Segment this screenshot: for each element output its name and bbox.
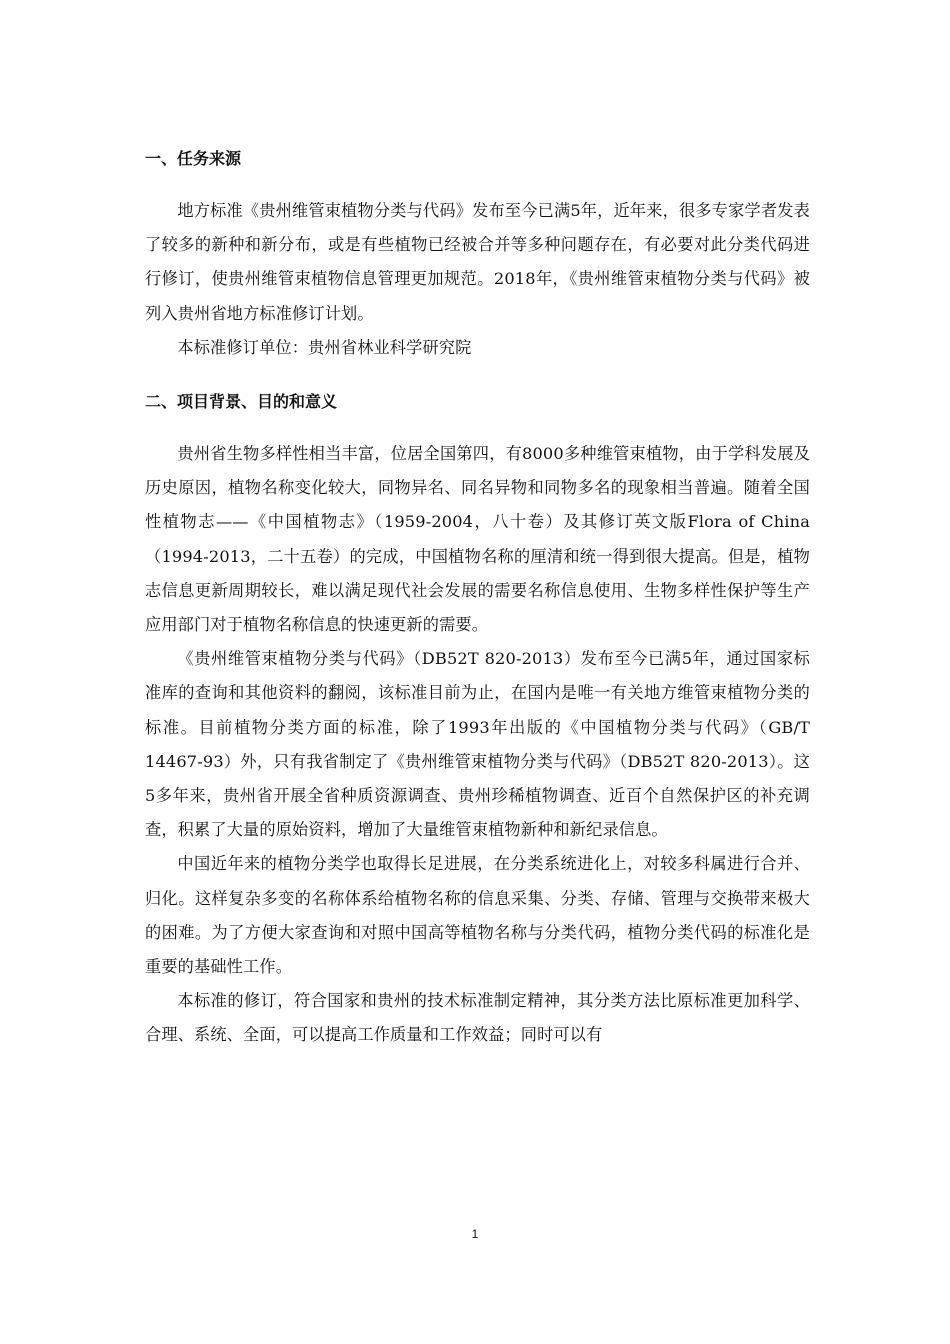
page-number: 1: [471, 1227, 479, 1241]
paragraph: 本标准修订单位：贵州省林业科学研究院: [177, 337, 472, 357]
section-heading-task-source: 一、任务来源: [145, 149, 242, 168]
paragraph: 本标准的修订，符合国家和贵州的技术标准制定精神，其分类方法比原标准更加科学、合理、系统、全面，可以提高工作质量和工作效益；同时可以有: [145, 991, 810, 1045]
paragraph: 贵州省生物多样性相当丰富，位居全国第四，有8000多种维管束植物，由于学科发展及历史原因，植物名称变化较大，同物异名、同名异物和同物多名的现象相当普遍。随着全国性植物志——《中国植物志》（1959-2004，八十卷）及其修订英文版Flora of China（1994-2013，二十五卷）的完成，中国植物名称的厘清和统一得到很大提高。但是，植物志信息更新周期较长，难以满足现代社会发展的需要名称信息使用、生物多样性保护等生产应用部门对于植物名称信息的快速更新的需要。: [145, 444, 810, 635]
paragraph: 地方标准《贵州维管束植物分类与代码》发布至今已满5年，近年来，很多专家学者发表了较多的新种和新分布，或是有些植物已经被合并等多种问题存在，有必要对此分类代码进行修订，使贵州维管束植物信息管理更加规范。2018年，《贵州维管束植物分类与代码》被列入贵州省地方标准修订计划。: [145, 201, 810, 323]
paragraph: 《贵州维管束植物分类与代码》（DB52T 820-2013）发布至今已满5年，通过国家标准库的查询和其他资料的翻阅，该标准目前为止，在国内是唯一有关地方维管束植物分类的标准。目前植物分类方面的标准，除了1993年出版的《中国植物分类与代码》（GB/T 14467-93）外，只有我省制定了《贵州维管束植物分类与代码》（DB52T 820-2013）。这5多年来，贵州省开展全省种质资源调查、贵州珍稀植物调查、近百个自然保护区的补充调查，积累了大量的原始资料，增加了大量维管束植物新种和新纪录信息。: [145, 649, 810, 840]
document-body: [145, 142, 810, 1053]
paragraph: 中国近年来的植物分类学也取得长足进展，在分类系统进化上，对较多科属进行合并、归化。这样复杂多变的名称体系给植物名称的信息采集、分类、存储、管理与交换带来极大的困难。为了方便大家查询和对照中国高等植物名称与分类代码，植物分类代码的标准化是重要的基础性工作。: [145, 854, 810, 977]
section-heading-project-background: 二、项目背景、目的和意义: [145, 392, 338, 412]
